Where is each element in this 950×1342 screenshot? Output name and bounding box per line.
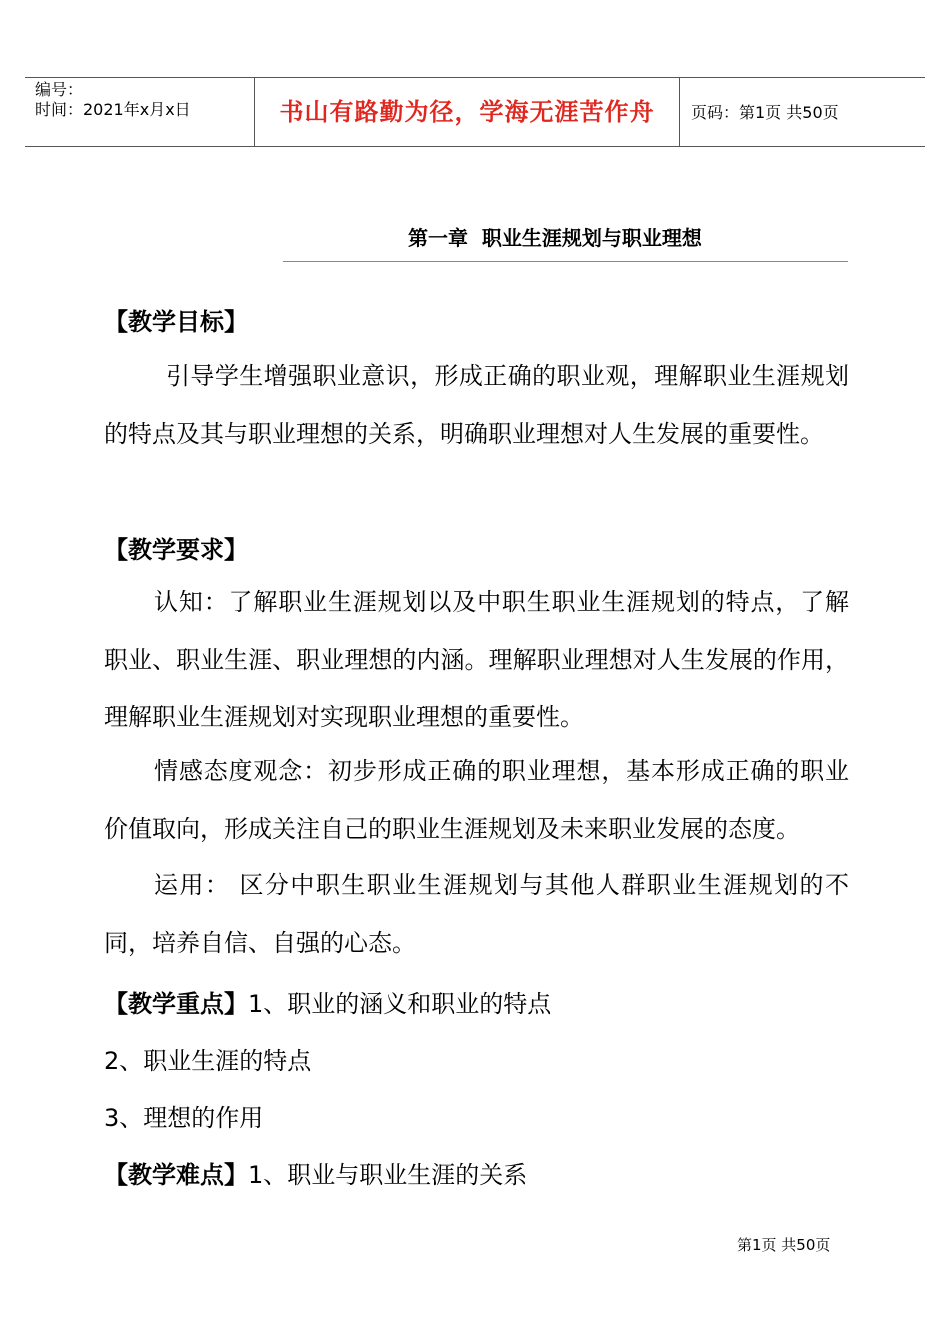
number-label: 编号： xyxy=(35,80,84,99)
key-point-2: 2、职业生涯的特点 xyxy=(104,1047,312,1075)
req-cognition: 认知：了解职业生涯规划以及中职生职业生涯规划的特点，了解职业、职业生涯、职业理想的内涵。理解职业理想对人生发展的作用，理解职业生涯规划对实现职业理想的重要性。 xyxy=(104,588,849,731)
header-divider-right xyxy=(679,77,680,147)
header-top-rule xyxy=(25,77,925,78)
key-point-3: 3、理想的作用 xyxy=(104,1104,264,1132)
req-heading: 【教学要求】 xyxy=(104,536,248,564)
header-meta xyxy=(35,80,191,120)
header-bottom-rule xyxy=(25,146,925,147)
req-apply: 运用： 区分中职生职业生涯规划与其他人群职业生涯规划的不同，培养自信、自强的心态。 xyxy=(104,871,849,957)
key-point-1: 1、职业的涵义和职业的特点 xyxy=(248,990,552,1018)
footer-page-info: 第1页 共50页 xyxy=(737,1236,831,1254)
req-emotion: 情感态度观念：初步形成正确的职业理想，基本形成正确的职业价值取向，形成关注自己的职业生涯规划及未来职业发展的态度。 xyxy=(104,757,849,843)
difficulty-heading: 【教学难点】 xyxy=(104,1161,248,1189)
key-points-line xyxy=(104,984,551,1019)
chapter-title: 第一章 职业生涯规划与职业理想 xyxy=(408,226,702,250)
header-page-info: 页码：第1页 共50页 xyxy=(691,103,839,122)
goal-heading: 【教学目标】 xyxy=(104,308,248,336)
chapter-rule xyxy=(283,261,848,262)
header-motto: 书山有路勤为径，学海无涯苦作舟 xyxy=(279,97,655,126)
difficulty-line xyxy=(104,1155,527,1190)
header-divider-left xyxy=(254,77,255,147)
difficulty-1: 1、职业与职业生涯的关系 xyxy=(248,1161,528,1189)
time-label: 时间：2021年x月x日 xyxy=(35,100,191,119)
goal-text: 引导学生增强职业意识，形成正确的职业观，理解职业生涯规划的特点及其与职业理想的关系，明确职业理想对人生发展的重要性。 xyxy=(104,362,849,448)
key-heading: 【教学重点】 xyxy=(104,990,248,1018)
